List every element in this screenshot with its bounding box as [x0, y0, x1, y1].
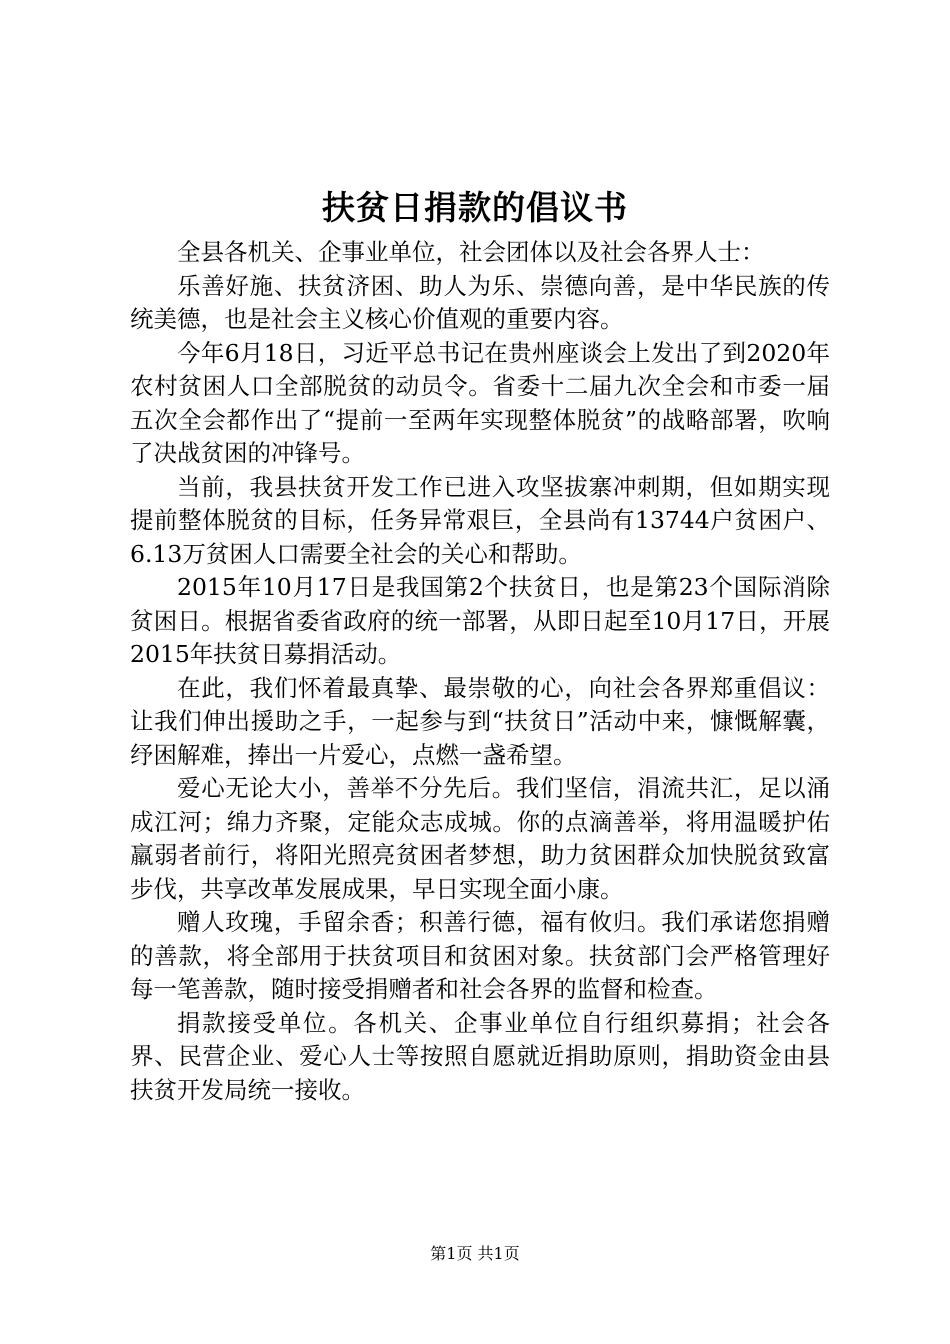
- body-paragraph: 当前，我县扶贫开发工作已进入攻坚拔寨冲刺期，但如期实现提前整体脱贫的目标，任务异常艰巨，全县尚有13744户贫困户、6.13万贫困人口需要全社会的关心和帮助。: [130, 472, 830, 568]
- body-paragraph: 乐善好施、扶贫济困、助人为乐、崇德向善，是中华民族的传统美德，也是社会主义核心价值观的重要内容。: [130, 271, 830, 333]
- salutation-paragraph: 全县各机关、企事业单位，社会团体以及社会各界人士：: [177, 238, 765, 266]
- body-paragraph: 今年6月18日，习近平总书记在贵州座谈会上发出了到2020年农村贫困人口全部脱贫的动员令。省委十二届九次全会和市委一届五次全会都作出了“提前一至两年实现整体脱贫”的战略部署，吹响了决战贫困的冲锋号。: [130, 338, 830, 467]
- document-body: [130, 236, 830, 1107]
- body-paragraph: 捐款接受单位。各机关、企事业单位自行组织募捐；社会各界、民营企业、爱心人士等按照自愿就近捐助原则，捐助资金由县扶贫开发局统一接收。: [130, 1008, 830, 1104]
- page-footer: 第1页 共1页: [430, 1244, 520, 1263]
- document-title: 扶贫日捐款的倡议书: [322, 188, 628, 227]
- body-paragraph: 爱心无论大小，善举不分先后。我们坚信，涓流共汇，足以涌成江河；绵力齐聚，定能众志成城。你的点滴善举，将用温暖护佑羸弱者前行，将阳光照亮贫困者梦想，助力贫困群众加快脱贫致富步伐，共享改革发展成果，早日实现全面小康。: [130, 774, 830, 903]
- body-paragraph: 在此，我们怀着最真挚、最崇敬的心，向社会各界郑重倡议：让我们伸出援助之手，一起参与到“扶贫日”活动中来，慷慨解囊，纾困解难，捧出一片爱心，点燃一盏希望。: [130, 673, 830, 769]
- body-paragraph: 2015年10月17日是我国第2个扶贫日，也是第23个国际消除贫困日。根据省委省政府的统一部署，从即日起至10月17日，开展2015年扶贫日募捐活动。: [130, 573, 830, 668]
- body-paragraph: 赠人玫瑰，手留余香；积善行德，福有攸归。我们承诺您捐赠的善款，将全部用于扶贫项目和贫困对象。扶贫部门会严格管理好每一笔善款，随时接受捐赠者和社会各界的监督和检查。: [130, 908, 830, 1003]
